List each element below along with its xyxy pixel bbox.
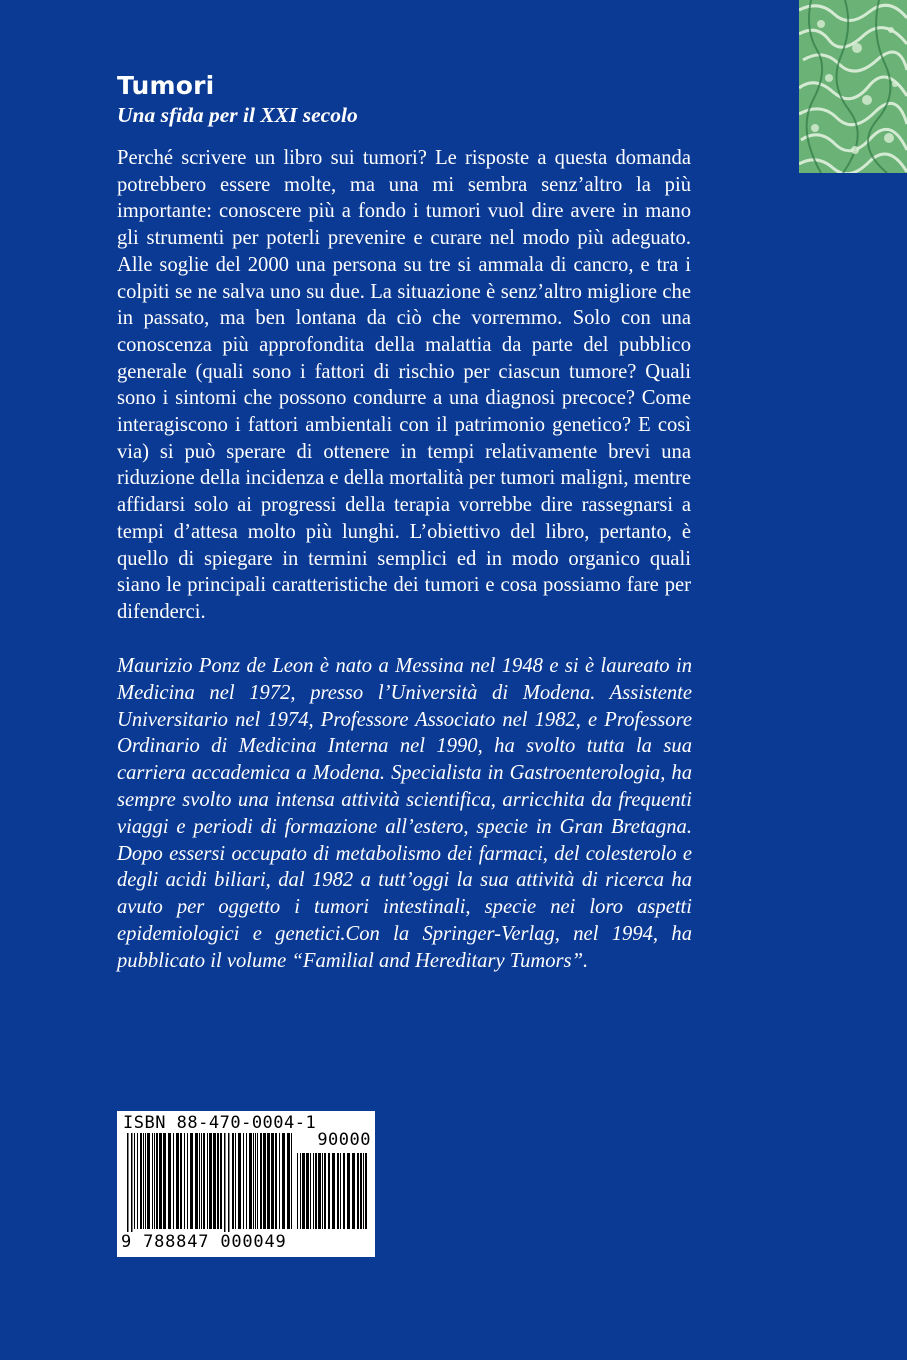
barcode-bar	[199, 1133, 200, 1229]
barcode-bar	[340, 1153, 341, 1229]
barcode-bar	[127, 1133, 129, 1237]
barcode-bar	[365, 1153, 367, 1229]
barcode-bar	[260, 1133, 262, 1229]
barcode-bar	[209, 1133, 212, 1229]
barcode-bar	[328, 1153, 330, 1229]
barcode-bar	[315, 1153, 317, 1229]
isbn-barcode	[117, 1111, 375, 1257]
barcode-bar	[137, 1133, 138, 1229]
barcode-bar	[145, 1133, 146, 1229]
barcode-bar	[173, 1133, 174, 1229]
barcode-bar	[224, 1133, 226, 1237]
barcode-bar	[232, 1133, 234, 1229]
barcode-bar	[159, 1133, 162, 1229]
barcode-bar	[249, 1133, 252, 1229]
book-title: Tumori	[117, 71, 215, 100]
barcode-bar	[332, 1153, 335, 1229]
author-biography: Maurizio Ponz de Leon è nato a Messina nel 1948 e si è laureato in Medicina nel 1972, presso l’Università di Modena. Assistente Universitario nel 1974, Professore Associato nel 1982, e Professore Ordinario di Medicina Interna nel 1990, ha svolto tutta la sua carriera accademica a Modena. Specialista in Gastroenterologia, ha sempre svolto una intensa attività scientifica, arricchita da frequenti viaggi e periodi di formazione all’estero, specie in Gran Bretagna. Dopo essersi occupato di metabolismo dei farmaci, del colesterolo e degli acidi biliari, dal 1982 a tutt’oggi la sua attività di ricerca ha avuto per oggetto i tumori intestinali, specie nei loro aspetti epidemiologici e genetici.Con la Springer-Verlag, nel 1994, ha pubblicato il volume “Familial and Hereditary Tumors”.	[117, 655, 692, 972]
barcode-bar	[347, 1153, 350, 1229]
barcode-bar	[300, 1153, 301, 1229]
barcode-bar	[322, 1153, 323, 1229]
barcode-bar	[297, 1153, 298, 1229]
barcode-bar	[279, 1133, 280, 1229]
barcode-bar	[343, 1153, 345, 1229]
barcode-bar	[313, 1153, 314, 1229]
barcode-bar	[134, 1133, 135, 1229]
barcode-bar	[201, 1133, 202, 1229]
cover-texture-image	[799, 0, 907, 173]
barcode-bar	[156, 1133, 158, 1229]
barcode-bar	[131, 1133, 133, 1237]
barcode-bar	[180, 1133, 182, 1229]
barcode-bar	[337, 1153, 339, 1229]
barcode-bar	[207, 1133, 208, 1229]
barcode-bar	[184, 1133, 185, 1229]
barcode-bar	[154, 1133, 155, 1229]
barcode-bar	[267, 1133, 270, 1229]
barcode-bar	[246, 1133, 247, 1229]
barcode-bar	[195, 1133, 198, 1229]
isbn-label: ISBN 88-470-0004-1	[123, 1113, 317, 1133]
barcode-bar	[263, 1133, 266, 1229]
barcode-bar	[282, 1133, 285, 1229]
barcode-bar	[363, 1153, 364, 1229]
barcode-bar	[253, 1133, 254, 1229]
barcode-bar	[243, 1133, 244, 1229]
barcode-bar	[271, 1133, 274, 1229]
barcode-bar	[213, 1133, 216, 1229]
barcode-bar	[238, 1133, 241, 1229]
book-subtitle: Una sfida per il XXI secolo	[117, 103, 358, 127]
ean-number: 9 788847 000049	[121, 1232, 290, 1252]
barcode-bar	[302, 1153, 305, 1229]
barcode-bar	[360, 1153, 362, 1229]
barcode-bar	[310, 1153, 311, 1229]
barcode-bar	[203, 1133, 205, 1229]
barcode-bar	[306, 1153, 309, 1229]
barcode-bar	[228, 1133, 230, 1237]
addon-barcode-bars	[297, 1153, 367, 1237]
barcode-bar	[275, 1133, 277, 1229]
barcode-bar	[163, 1133, 166, 1229]
barcode-bar	[235, 1133, 236, 1229]
barcode-bar	[257, 1133, 258, 1229]
barcode-bar	[176, 1133, 179, 1229]
barcode-bar	[143, 1133, 144, 1229]
price-code: 90000	[317, 1130, 371, 1150]
barcode-bar	[220, 1133, 222, 1229]
barcode-bar	[357, 1153, 359, 1229]
barcode-bar	[190, 1133, 193, 1229]
barcode-bar	[168, 1133, 171, 1229]
barcode-bar	[152, 1133, 153, 1229]
barcode-bar	[187, 1133, 188, 1229]
ean-barcode-bars	[127, 1133, 293, 1237]
barcode-bar	[147, 1133, 150, 1229]
barcode-bar	[287, 1133, 290, 1229]
barcode-bar	[324, 1153, 326, 1229]
barcode-bar	[291, 1133, 292, 1229]
barcode-bar	[255, 1133, 256, 1229]
barcode-bar	[217, 1133, 219, 1229]
barcode-bar	[318, 1153, 321, 1229]
book-description: Perché scrivere un libro sui tumori? Le risposte a questa domanda potrebbero essere molte, ma una mi sembra senz’altro la più importante: conoscere più a fondo i tumori vuol dire avere in mano gli strumenti per poterli prevenire e curare nel modo più adeguato. Alle soglie del 2000 una persona su tre si ammala di cancro, e tra i colpiti se ne salva uno su due. La situazione è senz’altro migliore che in passato, ma ben lontana da ciò che vorremmo. Solo con una conoscenza più approfondita della malattia da parte del pubblico generale (quali sono i fattori di rischio per ciascun tumore? Quali sono i sintomi che possono condurre a una diagnosi precoce? Come interagiscono i fattori ambientali con il patrimonio genetico? E così via) si può sperare di ottenere in tempi relativamente brevi una riduzione della incidenza e della mortalità per tumori maligni, mentre affidarsi solo ai progressi della terapia vorrebbe dire rassegnarsi a tempi d’attesa molto più lunghi. L’obiettivo del libro, pertanto, è quello di spiegare in termini semplici ed in modo organico quali siano le principali caratteristiche dei tumori e cosa possiamo fare per difenderci.	[117, 147, 691, 623]
barcode-bar	[352, 1153, 355, 1229]
barcode-bar	[140, 1133, 142, 1229]
